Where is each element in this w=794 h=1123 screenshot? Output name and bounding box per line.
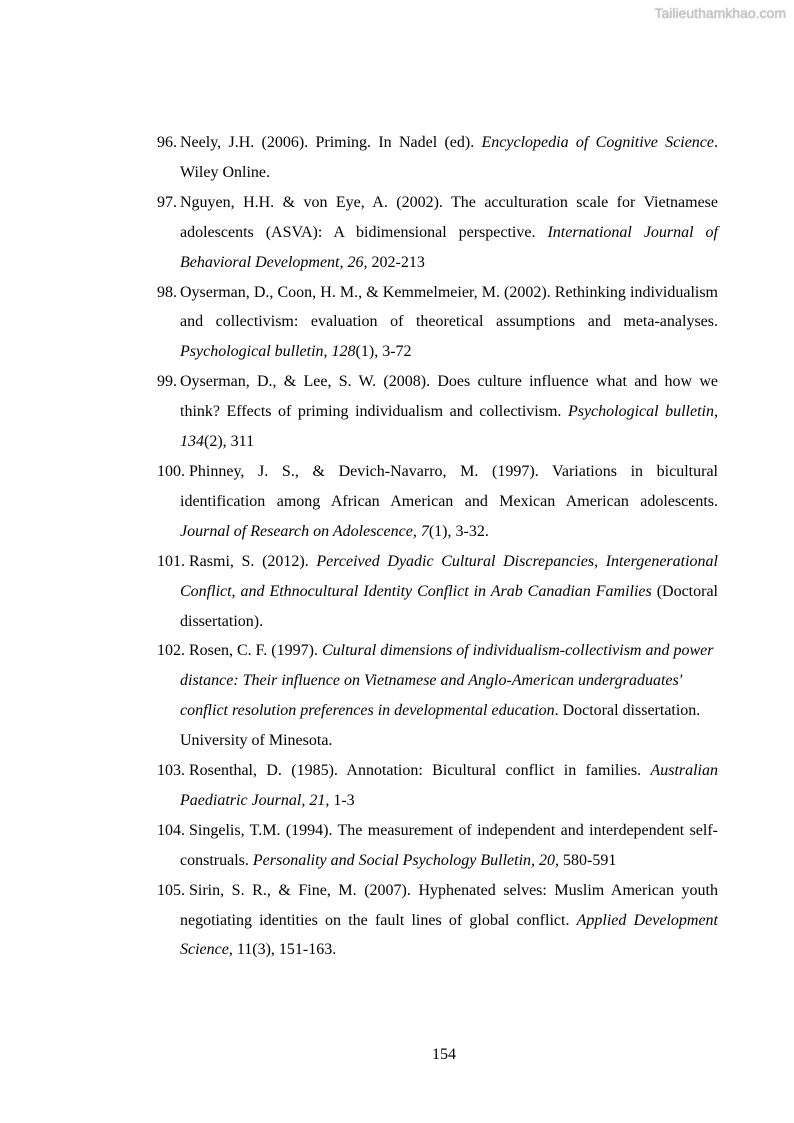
reference-item	[157, 547, 718, 637]
reference-item	[157, 457, 718, 547]
reference-source-title: Psychological bulletin	[567, 403, 714, 421]
reference-text: Rasmi, S. (2012).	[189, 552, 317, 570]
reference-source-title: Encyclopedia of Cognitive Science	[481, 134, 714, 151]
reference-volume: 134	[180, 433, 204, 451]
reference-item	[157, 128, 718, 188]
reference-number: 99.	[157, 373, 177, 391]
reference-volume: 128	[331, 343, 356, 361]
reference-text: (Doctoral dissertation).	[180, 582, 719, 630]
reference-text: Sirin, S. R., & Fine, M. (2007). Hyphenated selves: Muslim American youth negotiating identities on the fault lines of global conflict.	[180, 881, 718, 929]
reference-text: (1), 3-72	[355, 343, 412, 361]
reference-text: 202-213	[367, 253, 425, 271]
reference-text: Oyserman, D., & Lee, S. W. (2008). Does culture influence what and how we think? Effects of priming individualism and collectivism.	[180, 373, 718, 421]
reference-text: . Wiley Online.	[180, 134, 718, 181]
reference-text: (1), 3-32.	[428, 522, 489, 540]
reference-number: 105.	[157, 881, 185, 899]
reference-text: Phinney, J. S., & Devich-Navarro, M. (1997). Variations in bicultural identification among African American and Mexican American adolescents.	[180, 462, 718, 510]
reference-item	[157, 876, 718, 966]
reference-text: Singelis, T.M. (1994). The measurement of independent and interdependent self-construals.	[180, 821, 718, 869]
reference-source-title: Australian Paediatric Journal, 21,	[180, 762, 718, 809]
reference-item	[157, 816, 718, 876]
reference-source-title: Applied Development Science	[180, 911, 719, 959]
reference-item	[157, 367, 718, 457]
reference-text: 1-3	[329, 791, 355, 809]
reference-text: (2), 311	[204, 433, 255, 451]
page-number: 154	[432, 1046, 456, 1063]
reference-number: 101.	[157, 552, 185, 570]
reference-list	[157, 128, 718, 965]
reference-source-title: Journal of Research on Adolescence	[180, 522, 413, 540]
reference-text: Rosenthal, D. (1985). Annotation: Bicultural conflict in families.	[189, 762, 651, 780]
reference-text: Oyserman, D., Coon, H. M., & Kemmelmeier, M. (2002). Rethinking individualism and collectivism: evaluation of theoretical assumptions and meta-analyses.	[180, 283, 718, 331]
reference-text: , 11(3), 151-163.	[228, 941, 337, 959]
watermark-text: Tailieuthamkhao.com	[654, 5, 786, 21]
reference-source-title: Perceived Dyadic Cultural Discrepancies, Intergenerational Conflict, and Ethnocultural Identity Conflict in Arab Canadian Families	[180, 552, 718, 600]
reference-text: Rosen, C. F. (1997).	[189, 642, 322, 660]
reference-text: . Doctoral dissertation. University of Minesota.	[180, 702, 701, 750]
reference-source-title: Cultural dimensions of individualism-collectivism and power distance: Their influence on Vietnamese and Anglo-American undergraduates' conflict resolution preferences in developmental education	[180, 642, 714, 720]
reference-number: 103.	[157, 762, 185, 780]
reference-number: 96.	[157, 134, 177, 151]
reference-text: ,	[412, 522, 421, 540]
reference-number: 102.	[157, 642, 185, 660]
reference-number: 97.	[157, 193, 177, 211]
reference-source-title: Personality and Social Psychology Bulletin, 20,	[252, 851, 560, 869]
reference-text: ,	[323, 343, 332, 361]
reference-volume: 7	[420, 522, 429, 540]
reference-text: Nguyen, H.H. & von Eye, A. (2002). The acculturation scale for Vietnamese adolescents (ASVA): A bidimensional perspective.	[180, 193, 718, 241]
reference-text: 580-591	[559, 851, 617, 869]
reference-item	[157, 278, 718, 368]
reference-text: Neely, J.H. (2006). Priming. In Nadel (ed).	[180, 134, 482, 151]
reference-item	[157, 188, 718, 278]
reference-source-title: International Journal of Behavioral Development, 26,	[180, 223, 719, 271]
reference-item	[157, 756, 718, 816]
reference-item	[157, 636, 718, 756]
reference-text: ,	[714, 403, 718, 421]
reference-number: 100.	[157, 462, 185, 480]
reference-source-title: Psychological bulletin	[180, 343, 324, 361]
reference-number: 104.	[157, 821, 185, 839]
reference-number: 98.	[157, 283, 177, 301]
